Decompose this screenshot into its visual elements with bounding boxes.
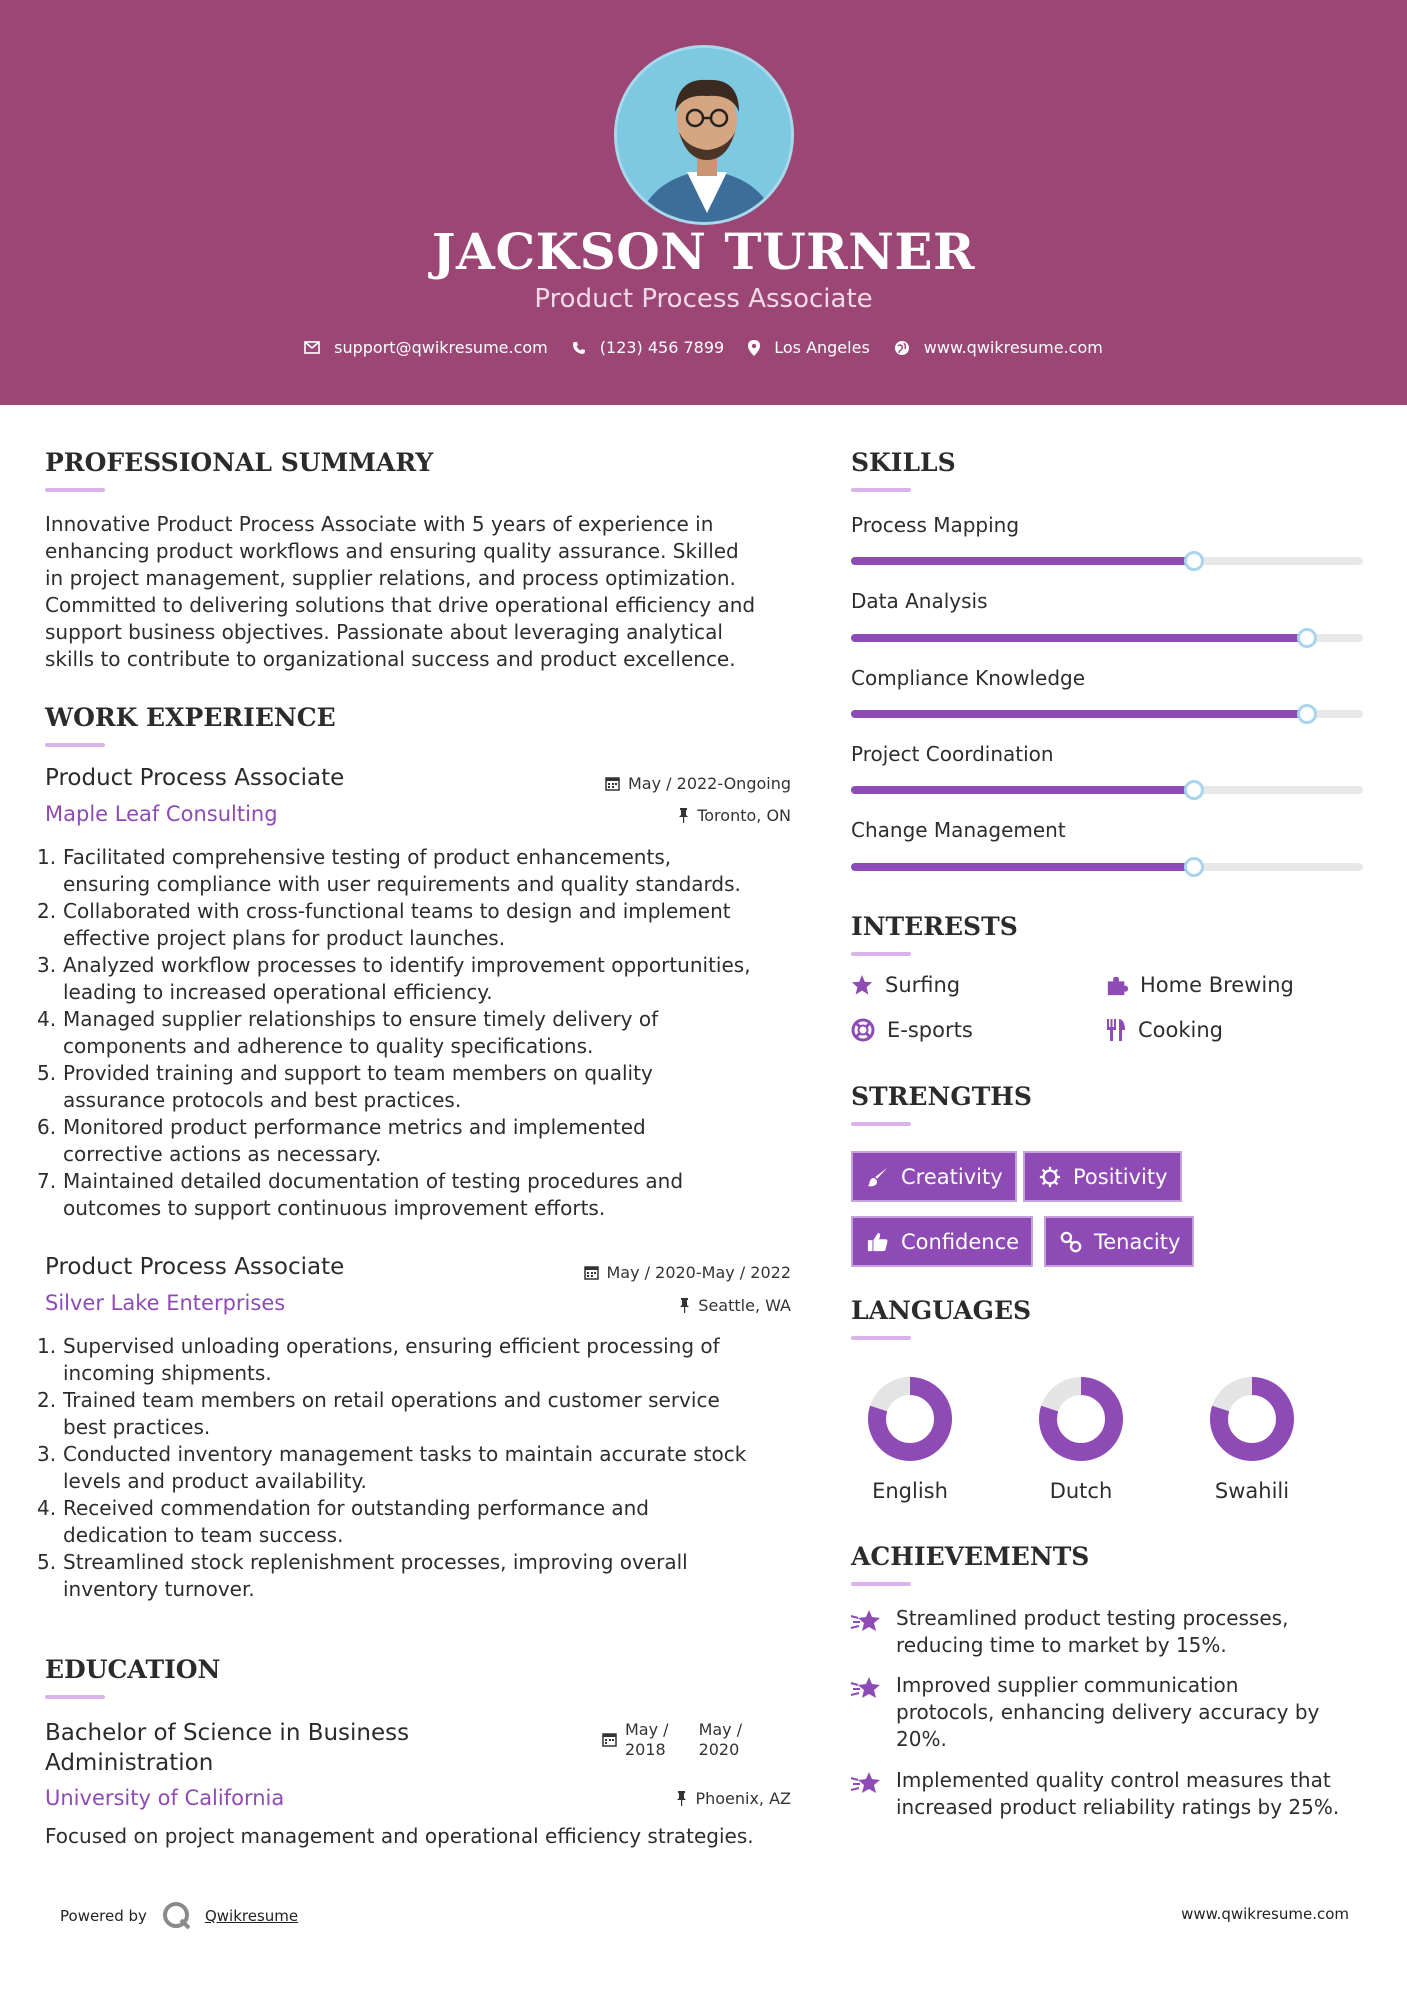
puzzle-icon	[1106, 974, 1128, 996]
gear-icon	[1039, 1166, 1061, 1188]
education-underline	[45, 1695, 105, 1699]
achievement-line: reducing time to market by 15%.	[896, 1633, 1227, 1657]
company-name: Maple Leaf Consulting	[45, 802, 278, 826]
list-line: corrective actions as necessary.	[63, 1142, 382, 1166]
shooting-star-icon	[850, 1675, 882, 1703]
skill-knob	[1297, 628, 1317, 648]
pushpin-icon	[678, 808, 689, 823]
thumbs-up-icon	[867, 1231, 889, 1253]
language-label: Swahili	[1214, 1479, 1290, 1503]
list-line: Provided training and support to team members on quality	[63, 1061, 653, 1085]
list-line: incoming shipments.	[63, 1361, 272, 1385]
summary-text	[45, 511, 805, 673]
list-line: Facilitated comprehensive testing of product enhancements,	[63, 845, 672, 869]
summary-line: support business objectives. Passionate about leveraging analytical	[45, 620, 723, 644]
achievement-line: Streamlined product testing processes,	[896, 1606, 1289, 1630]
list-line: leading to increased operational efficiency.	[63, 980, 493, 1004]
experience-underline	[45, 743, 105, 747]
skill-bar	[851, 634, 1363, 642]
list-number: 2.	[37, 899, 57, 923]
header	[0, 0, 1407, 405]
list-line: dedication to team success.	[63, 1523, 344, 1547]
list-line: effective project plans for product launches.	[63, 926, 506, 950]
list-line: Analyzed workflow processes to identify improvement opportunities,	[63, 953, 751, 977]
list-line: Streamlined stock replenishment processes, improving overall	[63, 1550, 688, 1574]
job-title: Product Process Associate	[45, 765, 345, 791]
list-line: outcomes to support continuous improvement efforts.	[63, 1196, 606, 1220]
skill-knob	[1297, 704, 1317, 724]
shooting-star-icon	[850, 1608, 882, 1636]
skill-bar	[851, 710, 1363, 718]
list-item	[37, 898, 805, 952]
language-label: English	[872, 1479, 948, 1503]
paintbrush-icon	[867, 1166, 889, 1188]
pushpin-icon	[679, 1298, 690, 1313]
degree-line: Bachelor of Science in Business	[45, 1720, 410, 1746]
skill-bar	[851, 863, 1363, 871]
experience-heading: WORK EXPERIENCE	[45, 703, 336, 732]
cutlery-icon	[1106, 1018, 1126, 1042]
pushpin-icon	[676, 1791, 687, 1806]
list-line: Collaborated with cross-functional teams to design and implement	[63, 899, 731, 923]
education-heading: EDUCATION	[45, 1655, 221, 1684]
list-line: Trained team members on retail operations and customer service	[63, 1388, 720, 1412]
achievement-line: Implemented quality control measures that	[896, 1768, 1331, 1792]
start-date	[625, 1720, 669, 1760]
skill-fill	[851, 710, 1307, 718]
contact-location	[748, 338, 870, 357]
list-line: Conducted inventory management tasks to maintain accurate stock	[63, 1442, 747, 1466]
skill-label: Project Coordination	[851, 742, 1054, 766]
skill-knob	[1184, 551, 1204, 571]
degree-line: Administration	[45, 1750, 214, 1776]
summary-heading: PROFESSIONAL SUMMARY	[45, 448, 434, 477]
list-item	[37, 1114, 805, 1168]
interest-item	[851, 973, 960, 997]
interest-label: Cooking	[1138, 1018, 1223, 1042]
list-number: 3.	[37, 1442, 57, 1466]
map-pin-icon	[748, 340, 760, 356]
duties-list	[37, 844, 805, 1222]
achievements-heading: ACHIEVEMENTS	[851, 1542, 1090, 1571]
interests-heading: INTERESTS	[851, 912, 1018, 941]
strength-label: Creativity	[901, 1164, 1003, 1189]
summary-underline	[45, 488, 105, 492]
envelope-icon	[304, 341, 320, 354]
list-line: Managed supplier relationships to ensure timely delivery of	[63, 1007, 659, 1031]
globe-icon	[894, 340, 910, 356]
list-item	[37, 1387, 805, 1441]
strength-tag	[851, 1151, 1017, 1202]
list-item	[37, 1495, 805, 1549]
list-line: levels and product availability.	[63, 1469, 367, 1493]
footer-branding	[60, 1900, 298, 1932]
summary-line: Innovative Product Process Associate with 5 years of experience in	[45, 512, 714, 536]
skill-knob	[1184, 857, 1204, 877]
skill-fill	[851, 863, 1194, 871]
job-location	[678, 806, 791, 825]
summary-line: enhancing product workflows and ensuring quality assurance. Skilled	[45, 539, 739, 563]
summary-line: in project management, supplier relations, and process optimization.	[45, 566, 736, 590]
contact-phone[interactable]	[572, 338, 724, 357]
interests-underline	[851, 952, 911, 956]
language-donut	[1038, 1376, 1124, 1462]
summary-line: Committed to delivering solutions that drive operational efficiency and	[45, 593, 756, 617]
language-label: Dutch	[1049, 1479, 1113, 1503]
achievement-line: increased product reliability ratings by 25%.	[896, 1795, 1340, 1819]
candidate-title: Product Process Associate	[534, 284, 873, 314]
location-text: Los Angeles	[774, 338, 870, 357]
phone-icon	[572, 341, 586, 355]
skill-label: Data Analysis	[851, 589, 988, 613]
shooting-star-icon	[850, 1770, 882, 1798]
skill-bar	[851, 557, 1363, 565]
interest-label: Home Brewing	[1140, 973, 1294, 997]
lifebuoy-icon	[851, 1018, 875, 1042]
job-location	[679, 1296, 791, 1315]
calendar-icon	[605, 776, 620, 791]
profile-photo	[614, 45, 794, 225]
list-item	[37, 952, 805, 1006]
skill-knob	[1184, 780, 1204, 800]
list-number: 6.	[37, 1115, 57, 1139]
strength-label: Tenacity	[1094, 1229, 1181, 1254]
job-dates-text: May / 2022-Ongoing	[628, 774, 791, 793]
email-text: support@qwikresume.com	[334, 338, 548, 357]
calendar-icon	[584, 1265, 599, 1280]
strengths-heading: STRENGTHS	[851, 1082, 1032, 1111]
strengths-underline	[851, 1122, 911, 1126]
list-line: Received commendation for outstanding performance and	[63, 1496, 650, 1520]
skill-label: Process Mapping	[851, 513, 1020, 537]
strength-tag	[1023, 1151, 1182, 1202]
contact-website[interactable]	[894, 338, 1103, 357]
job-dates	[605, 774, 791, 793]
candidate-name: JACKSON TURNER	[431, 222, 976, 281]
list-line: Monitored product performance metrics and implemented	[63, 1115, 646, 1139]
job-location-text: Toronto, ON	[697, 806, 791, 825]
list-number: 2.	[37, 1388, 57, 1412]
start-year: 2018	[625, 1740, 666, 1759]
interest-label: E-sports	[887, 1018, 973, 1042]
achievement-line: protocols, enhancing delivery accuracy by	[896, 1700, 1320, 1724]
list-number: 1.	[37, 1334, 57, 1358]
skills-heading: SKILLS	[851, 448, 956, 477]
star-icon	[851, 974, 873, 996]
contact-row	[0, 338, 1407, 357]
phone-text: (123) 456 7899	[599, 338, 725, 357]
list-item	[37, 1168, 805, 1222]
powered-by-text: Powered by	[60, 1907, 147, 1925]
skills-underline	[851, 488, 911, 492]
list-number: 1.	[37, 845, 57, 869]
achievement-item	[896, 1672, 1319, 1753]
skill-fill	[851, 557, 1194, 565]
duties-list	[37, 1333, 805, 1603]
strength-tag	[1044, 1216, 1194, 1267]
job-dates	[584, 1263, 792, 1282]
strength-tag	[851, 1216, 1033, 1267]
achievement-line: Improved supplier communication	[896, 1673, 1239, 1697]
achievement-line: 20%.	[896, 1727, 947, 1751]
contact-email[interactable]	[304, 338, 548, 357]
list-line: Supervised unloading operations, ensuring efficient processing of	[63, 1334, 720, 1358]
list-line: components and adherence to quality specifications.	[63, 1034, 594, 1058]
strength-label: Confidence	[901, 1229, 1020, 1254]
start-month: May /	[625, 1720, 669, 1739]
skill-fill	[851, 786, 1194, 794]
education-location-text: Phoenix, AZ	[695, 1789, 791, 1808]
achievement-item	[896, 1767, 1339, 1821]
list-item	[37, 1060, 805, 1114]
languages-underline	[851, 1336, 911, 1340]
calendar-icon	[602, 1732, 617, 1747]
education-location	[676, 1789, 791, 1808]
end-date	[699, 1720, 743, 1760]
list-line: Maintained detailed documentation of testing procedures and	[63, 1169, 684, 1193]
achievements-underline	[851, 1582, 911, 1586]
list-number: 4.	[37, 1007, 57, 1031]
website-text: www.qwikresume.com	[923, 338, 1103, 357]
language-donut	[867, 1376, 953, 1462]
job-location-text: Seattle, WA	[698, 1296, 791, 1315]
job-dates-text: May / 2020-May / 2022	[606, 1263, 791, 1282]
language-donut	[1209, 1376, 1295, 1462]
list-number: 7.	[37, 1169, 57, 1193]
interest-item	[851, 1018, 973, 1042]
list-number: 5.	[37, 1061, 57, 1085]
interest-item	[1106, 973, 1294, 997]
list-line: assurance protocols and best practices.	[63, 1088, 462, 1112]
list-number: 5.	[37, 1550, 57, 1574]
end-month: May /	[698, 1720, 743, 1739]
company-name: Silver Lake Enterprises	[45, 1291, 286, 1315]
list-item	[37, 1441, 805, 1495]
interest-label: Surfing	[885, 973, 961, 997]
list-line: ensuring compliance with user requirements and quality standards.	[63, 872, 741, 896]
brand-link[interactable]: Qwikresume	[204, 1907, 299, 1925]
languages-heading: LANGUAGES	[851, 1296, 1032, 1325]
list-item	[37, 1006, 805, 1060]
education-dates	[602, 1720, 742, 1760]
skill-fill	[851, 634, 1307, 642]
strength-label: Positivity	[1073, 1164, 1168, 1189]
list-line: inventory turnover.	[63, 1577, 255, 1601]
achievement-item	[896, 1605, 1288, 1659]
education-description: Focused on project management and operational efficiency strategies.	[45, 1824, 754, 1848]
qwikresume-logo-icon	[161, 1900, 193, 1932]
school-name: University of California	[45, 1786, 285, 1810]
end-year: 2020	[698, 1740, 740, 1759]
summary-line: skills to contribute to organizational success and product excellence.	[45, 647, 736, 671]
list-item	[37, 1549, 805, 1603]
list-line: best practices.	[63, 1415, 211, 1439]
job-title: Product Process Associate	[45, 1254, 345, 1280]
interest-item	[1106, 1018, 1223, 1042]
link-icon	[1060, 1231, 1082, 1253]
skill-label: Compliance Knowledge	[851, 666, 1086, 690]
degree-title	[45, 1718, 409, 1778]
skill-bar	[851, 786, 1363, 794]
list-item	[37, 1333, 805, 1387]
list-number: 4.	[37, 1496, 57, 1520]
list-item	[37, 844, 805, 898]
footer-website[interactable]: www.qwikresume.com	[1181, 1905, 1349, 1923]
skill-label: Change Management	[851, 818, 1066, 842]
list-number: 3.	[37, 953, 57, 977]
